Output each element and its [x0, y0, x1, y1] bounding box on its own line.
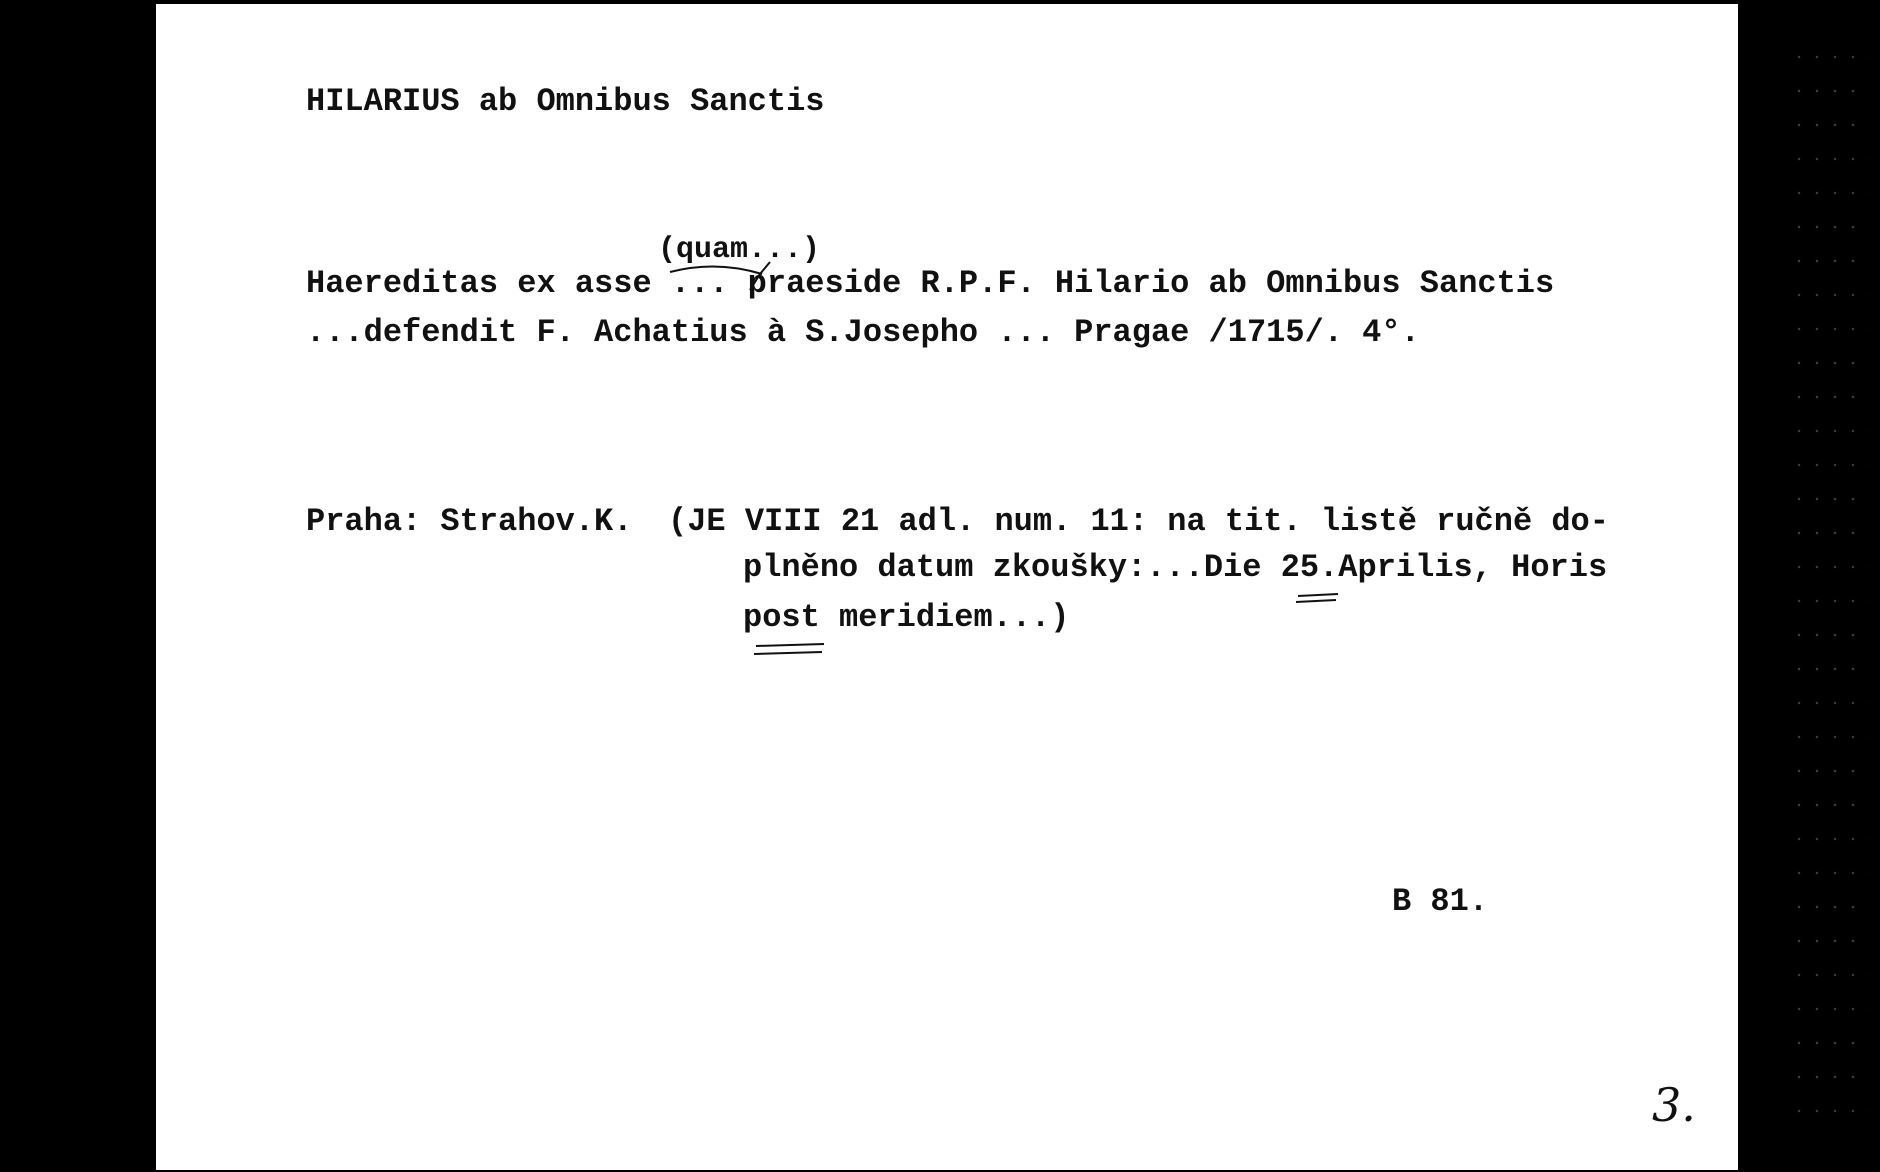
holding-line-2: plněno datum zkoušky:...Die 25.Aprilis, Horis	[743, 549, 1608, 586]
card-heading: HILARIUS ab Omnibus Sanctis	[306, 83, 825, 120]
title-line-2: ...defendit F. Achatius à S.Josepho ... Pragae /1715/. 4°.	[306, 314, 1420, 351]
insertion-caret	[670, 266, 762, 274]
call-number: B 81.	[1392, 883, 1489, 920]
holding-line-1: (JE VIII 21 adl. num. 11: na tit. listě ručně do-	[668, 503, 1609, 540]
underline-post-a	[756, 644, 824, 646]
underline-25-a	[1298, 594, 1338, 596]
title-line-1: Haereditas ex asse ... praeside R.P.F. Hilario ab Omnibus Sanctis	[306, 265, 1555, 302]
underline-post-b	[754, 652, 822, 654]
underline-25-b	[1296, 600, 1336, 602]
holding-line-3: post meridiem...)	[743, 599, 1070, 636]
annotation-marks	[156, 4, 1738, 1170]
holding-label: Praha: Strahov.K.	[306, 503, 633, 540]
scan-edge-noise	[1790, 40, 1870, 1140]
handwritten-insertion: (quam...)	[658, 233, 821, 267]
catalog-card	[156, 4, 1738, 1170]
page-number: 3.	[1652, 1078, 1696, 1132]
insertion-tick	[750, 262, 770, 290]
